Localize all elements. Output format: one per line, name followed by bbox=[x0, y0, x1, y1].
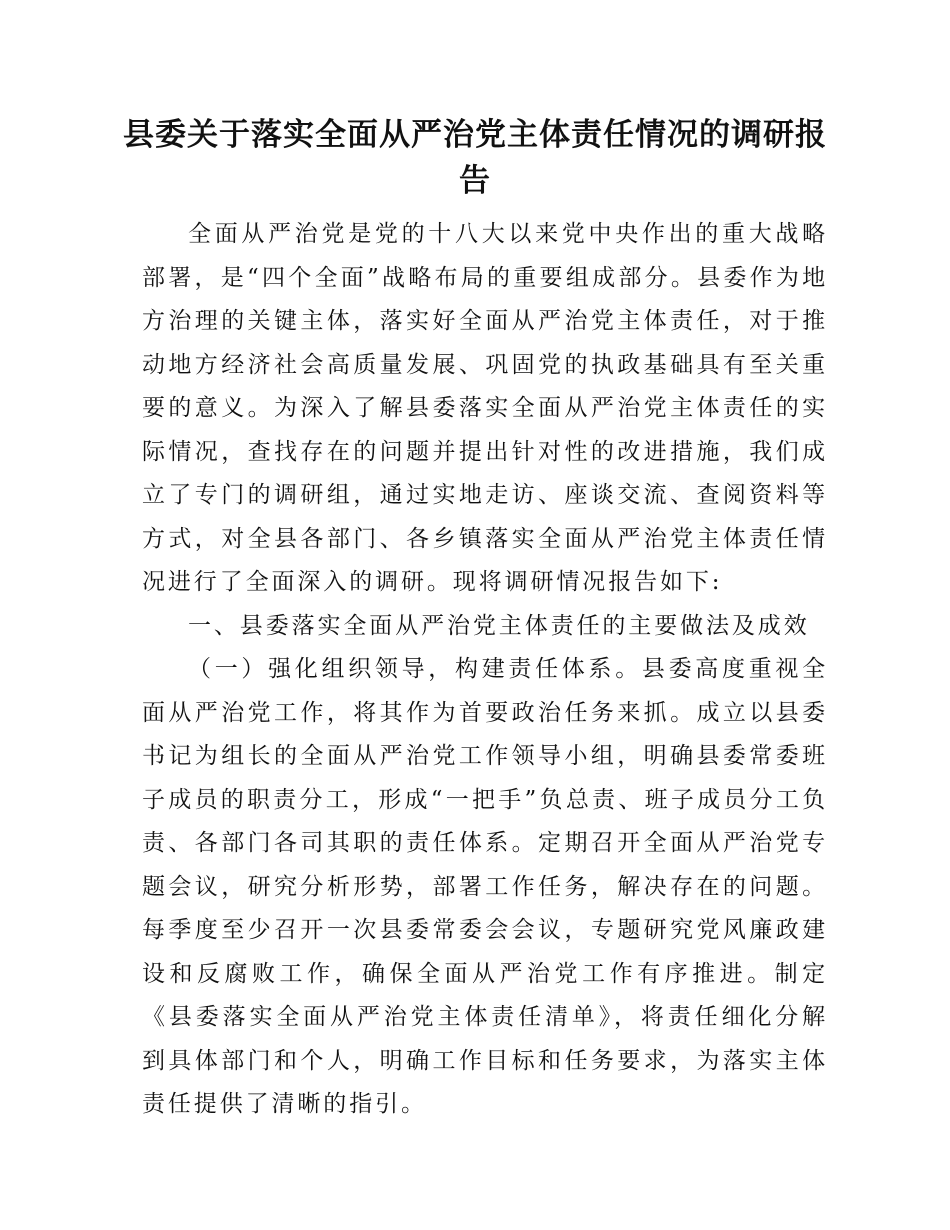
document-title: 县委关于落实全面从严治党主体责任情况的调研报告 bbox=[123, 117, 827, 199]
paragraph-section-1-1: （一）强化组织领导，构建责任体系。县委高度重视全面从严治党工作，将其作为首要政治任务来抓。成立以县委书记为组长的全面从严治党工作领导小组，明确县委常委班子成员的职责分工，形成“一把手”负总责、班子成员分工负责、各部门各司其职的责任体系。定期召开全面从严治党专题会议，研究分析形势，部署工作任务，解决存在的问题。每季度至少召开一次县委常委会会议，专题研究党风廉政建设和反腐败工作，确保全面从严治党工作有序推进。制定《县委落实全面从严治党主体责任清单》，将责任细化分解到具体部门和个人，明确工作目标和任务要求，为落实主体责任提供了清晰的指引。 bbox=[142, 656, 828, 1117]
paragraph-intro: 全面从严治党是党的十八大以来党中央作出的重大战略部署，是“四个全面”战略布局的重要组成部分。县委作为地方治理的关键主体，落实好全面从严治党主体责任，对于推动地方经济社会高质量发展、巩固党的执政基础具有至关重要的意义。为深入了解县委落实全面从严治党主体责任的实际情况，查找存在的问题并提出针对性的改进措施，我们成立了专门的调研组，通过实地走访、座谈交流、查阅资料等方式，对全县各部门、各乡镇落实全面从严治党主体责任情况进行了全面深入的调研。现将调研情况报告如下: bbox=[142, 221, 828, 595]
section-heading-1: 一、县委落实全面从严治党主体责任的主要做法及成效 bbox=[188, 612, 810, 639]
document-body bbox=[142, 213, 828, 1127]
